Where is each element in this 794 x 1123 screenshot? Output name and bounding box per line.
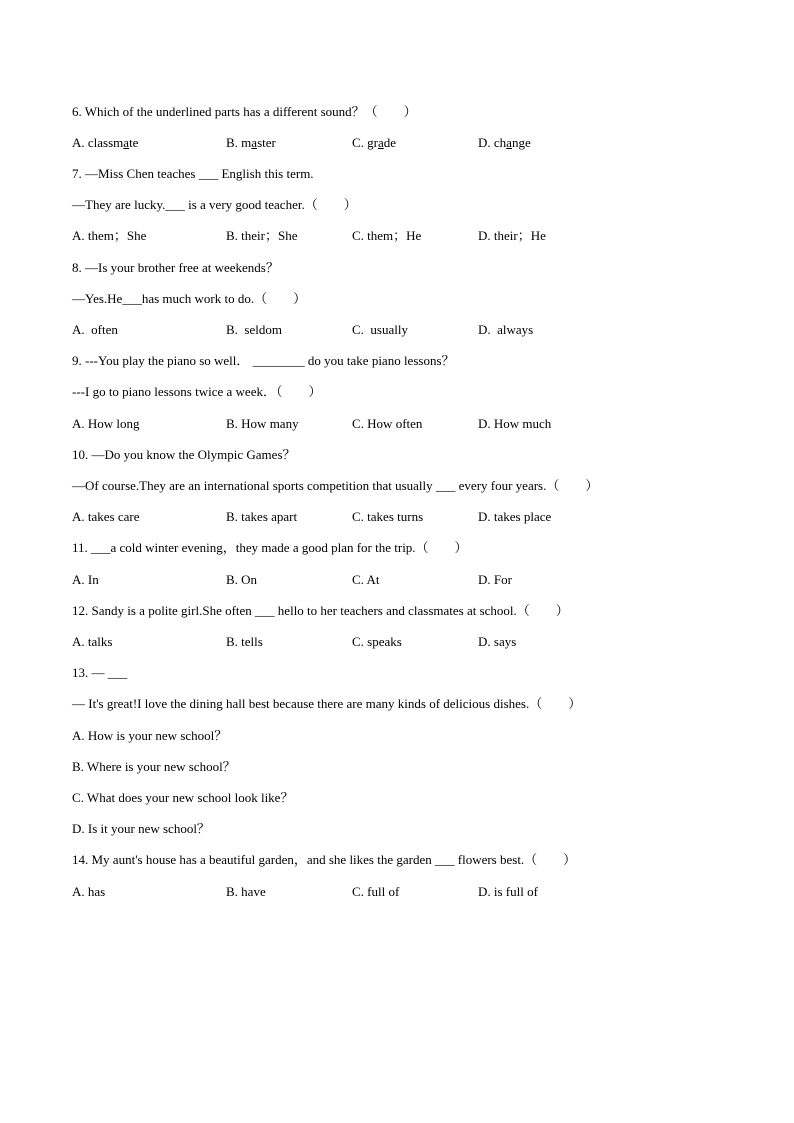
question-11-option-b[interactable]: B. On bbox=[226, 572, 258, 587]
question-13-option-a[interactable]: A. How is your new school？ bbox=[72, 728, 228, 743]
question-13-option-b[interactable]: B. Where is your new school？ bbox=[72, 759, 236, 774]
question-11-option-d[interactable]: D. For bbox=[478, 572, 512, 587]
question-7-option-a[interactable]: A. them；She bbox=[72, 228, 147, 243]
question-9-line-1: 9. ---You play the piano so well． ________ do you take piano lessons？ bbox=[72, 353, 455, 368]
option-text-post: te bbox=[129, 135, 139, 150]
question-8-option-b[interactable]: B. seldom bbox=[226, 322, 282, 337]
question-8-option-c[interactable]: C. usually bbox=[352, 322, 408, 337]
question-9-option-c[interactable]: C. How often bbox=[352, 416, 423, 431]
option-text-pre: B. m bbox=[226, 135, 252, 150]
question-9-option-a[interactable]: A. How long bbox=[72, 416, 140, 431]
question-9-option-b[interactable]: B. How many bbox=[226, 416, 299, 431]
question-10-option-b[interactable]: B. takes apart bbox=[226, 509, 298, 524]
question-12-option-c[interactable]: C. speaks bbox=[352, 634, 402, 649]
question-13-option-c[interactable]: C. What does your new school look like？ bbox=[72, 790, 294, 805]
question-11-option-a[interactable]: A. In bbox=[72, 572, 99, 587]
question-14-option-d[interactable]: D. is full of bbox=[478, 884, 538, 899]
question-10-option-c[interactable]: C. takes turns bbox=[352, 509, 424, 524]
question-12-stem: 12. Sandy is a polite girl.She often ___ hello to her teachers and classmates at school.（ ） bbox=[72, 603, 569, 618]
question-12-option-a[interactable]: A. talks bbox=[72, 634, 113, 649]
option-text-pre: A. classm bbox=[72, 135, 124, 150]
question-7-line-1: 7. —Miss Chen teaches ___ English this term. bbox=[72, 166, 314, 181]
question-7-line-2: —They are lucky.___ is a very good teacher.（ ） bbox=[72, 197, 357, 212]
option-text-post: de bbox=[383, 135, 397, 150]
question-8-line-2: —Yes.He___has much work to do.（ ） bbox=[72, 291, 307, 306]
question-14-option-c[interactable]: C. full of bbox=[352, 884, 400, 899]
question-14-option-a[interactable]: A. has bbox=[72, 884, 106, 899]
question-8-line-1: 8. —Is your brother free at weekends？ bbox=[72, 260, 279, 275]
question-6-option-c[interactable] bbox=[352, 135, 396, 151]
question-8-option-a[interactable]: A. often bbox=[72, 322, 118, 337]
question-13-line-1: 13. — ___ bbox=[72, 665, 128, 680]
question-13-line-2: — It's great!I love the dining hall best because there are many kinds of delicious dishes.（ ） bbox=[72, 696, 582, 711]
question-11-stem: 11. ___a cold winter evening，they made a good plan for the trip.（ ） bbox=[72, 540, 468, 555]
question-8-option-d[interactable]: D. always bbox=[478, 322, 534, 337]
question-7-option-c[interactable]: C. them；He bbox=[352, 228, 422, 243]
question-10-line-1: 10. —Do you know the Olympic Games？ bbox=[72, 447, 296, 462]
underlined-letter: a bbox=[378, 135, 384, 150]
underlined-letter: a bbox=[506, 135, 512, 150]
option-text-pre: D. ch bbox=[478, 135, 507, 150]
question-10-line-2: —Of course.They are an international sports competition that usually ___ every four years.（ ） bbox=[72, 478, 599, 493]
question-6-stem: 6. Which of the underlined parts has a different sound？（ ） bbox=[72, 104, 417, 119]
underlined-letter: a bbox=[123, 135, 130, 150]
question-7-option-b[interactable]: B. their；She bbox=[226, 228, 298, 243]
question-12-option-d[interactable]: D. says bbox=[478, 634, 517, 649]
option-text-pre: C. gr bbox=[352, 135, 378, 150]
question-7-option-d[interactable]: D. their；He bbox=[478, 228, 546, 243]
question-13-option-d[interactable]: D. Is it your new school？ bbox=[72, 821, 210, 836]
question-10-option-d[interactable]: D. takes place bbox=[478, 509, 552, 524]
question-6-option-a[interactable] bbox=[72, 135, 138, 151]
question-12-option-b[interactable]: B. tells bbox=[226, 634, 263, 649]
question-14-stem: 14. My aunt's house has a beautiful garden，and she likes the garden ___ flowers best.（ ） bbox=[72, 852, 577, 867]
option-text-post: ster bbox=[257, 135, 276, 150]
underlined-letter: a bbox=[251, 135, 258, 150]
option-text-post: nge bbox=[511, 135, 531, 150]
question-9-line-2: ---I go to piano lessons twice a week．（ ） bbox=[72, 384, 322, 399]
question-14-option-b[interactable]: B. have bbox=[226, 884, 266, 899]
question-9-option-d[interactable]: D. How much bbox=[478, 416, 552, 431]
question-6-option-b[interactable] bbox=[226, 135, 276, 151]
question-6-option-d[interactable] bbox=[478, 135, 531, 151]
question-11-option-c[interactable]: C. At bbox=[352, 572, 380, 587]
question-10-option-a[interactable]: A. takes care bbox=[72, 509, 140, 524]
